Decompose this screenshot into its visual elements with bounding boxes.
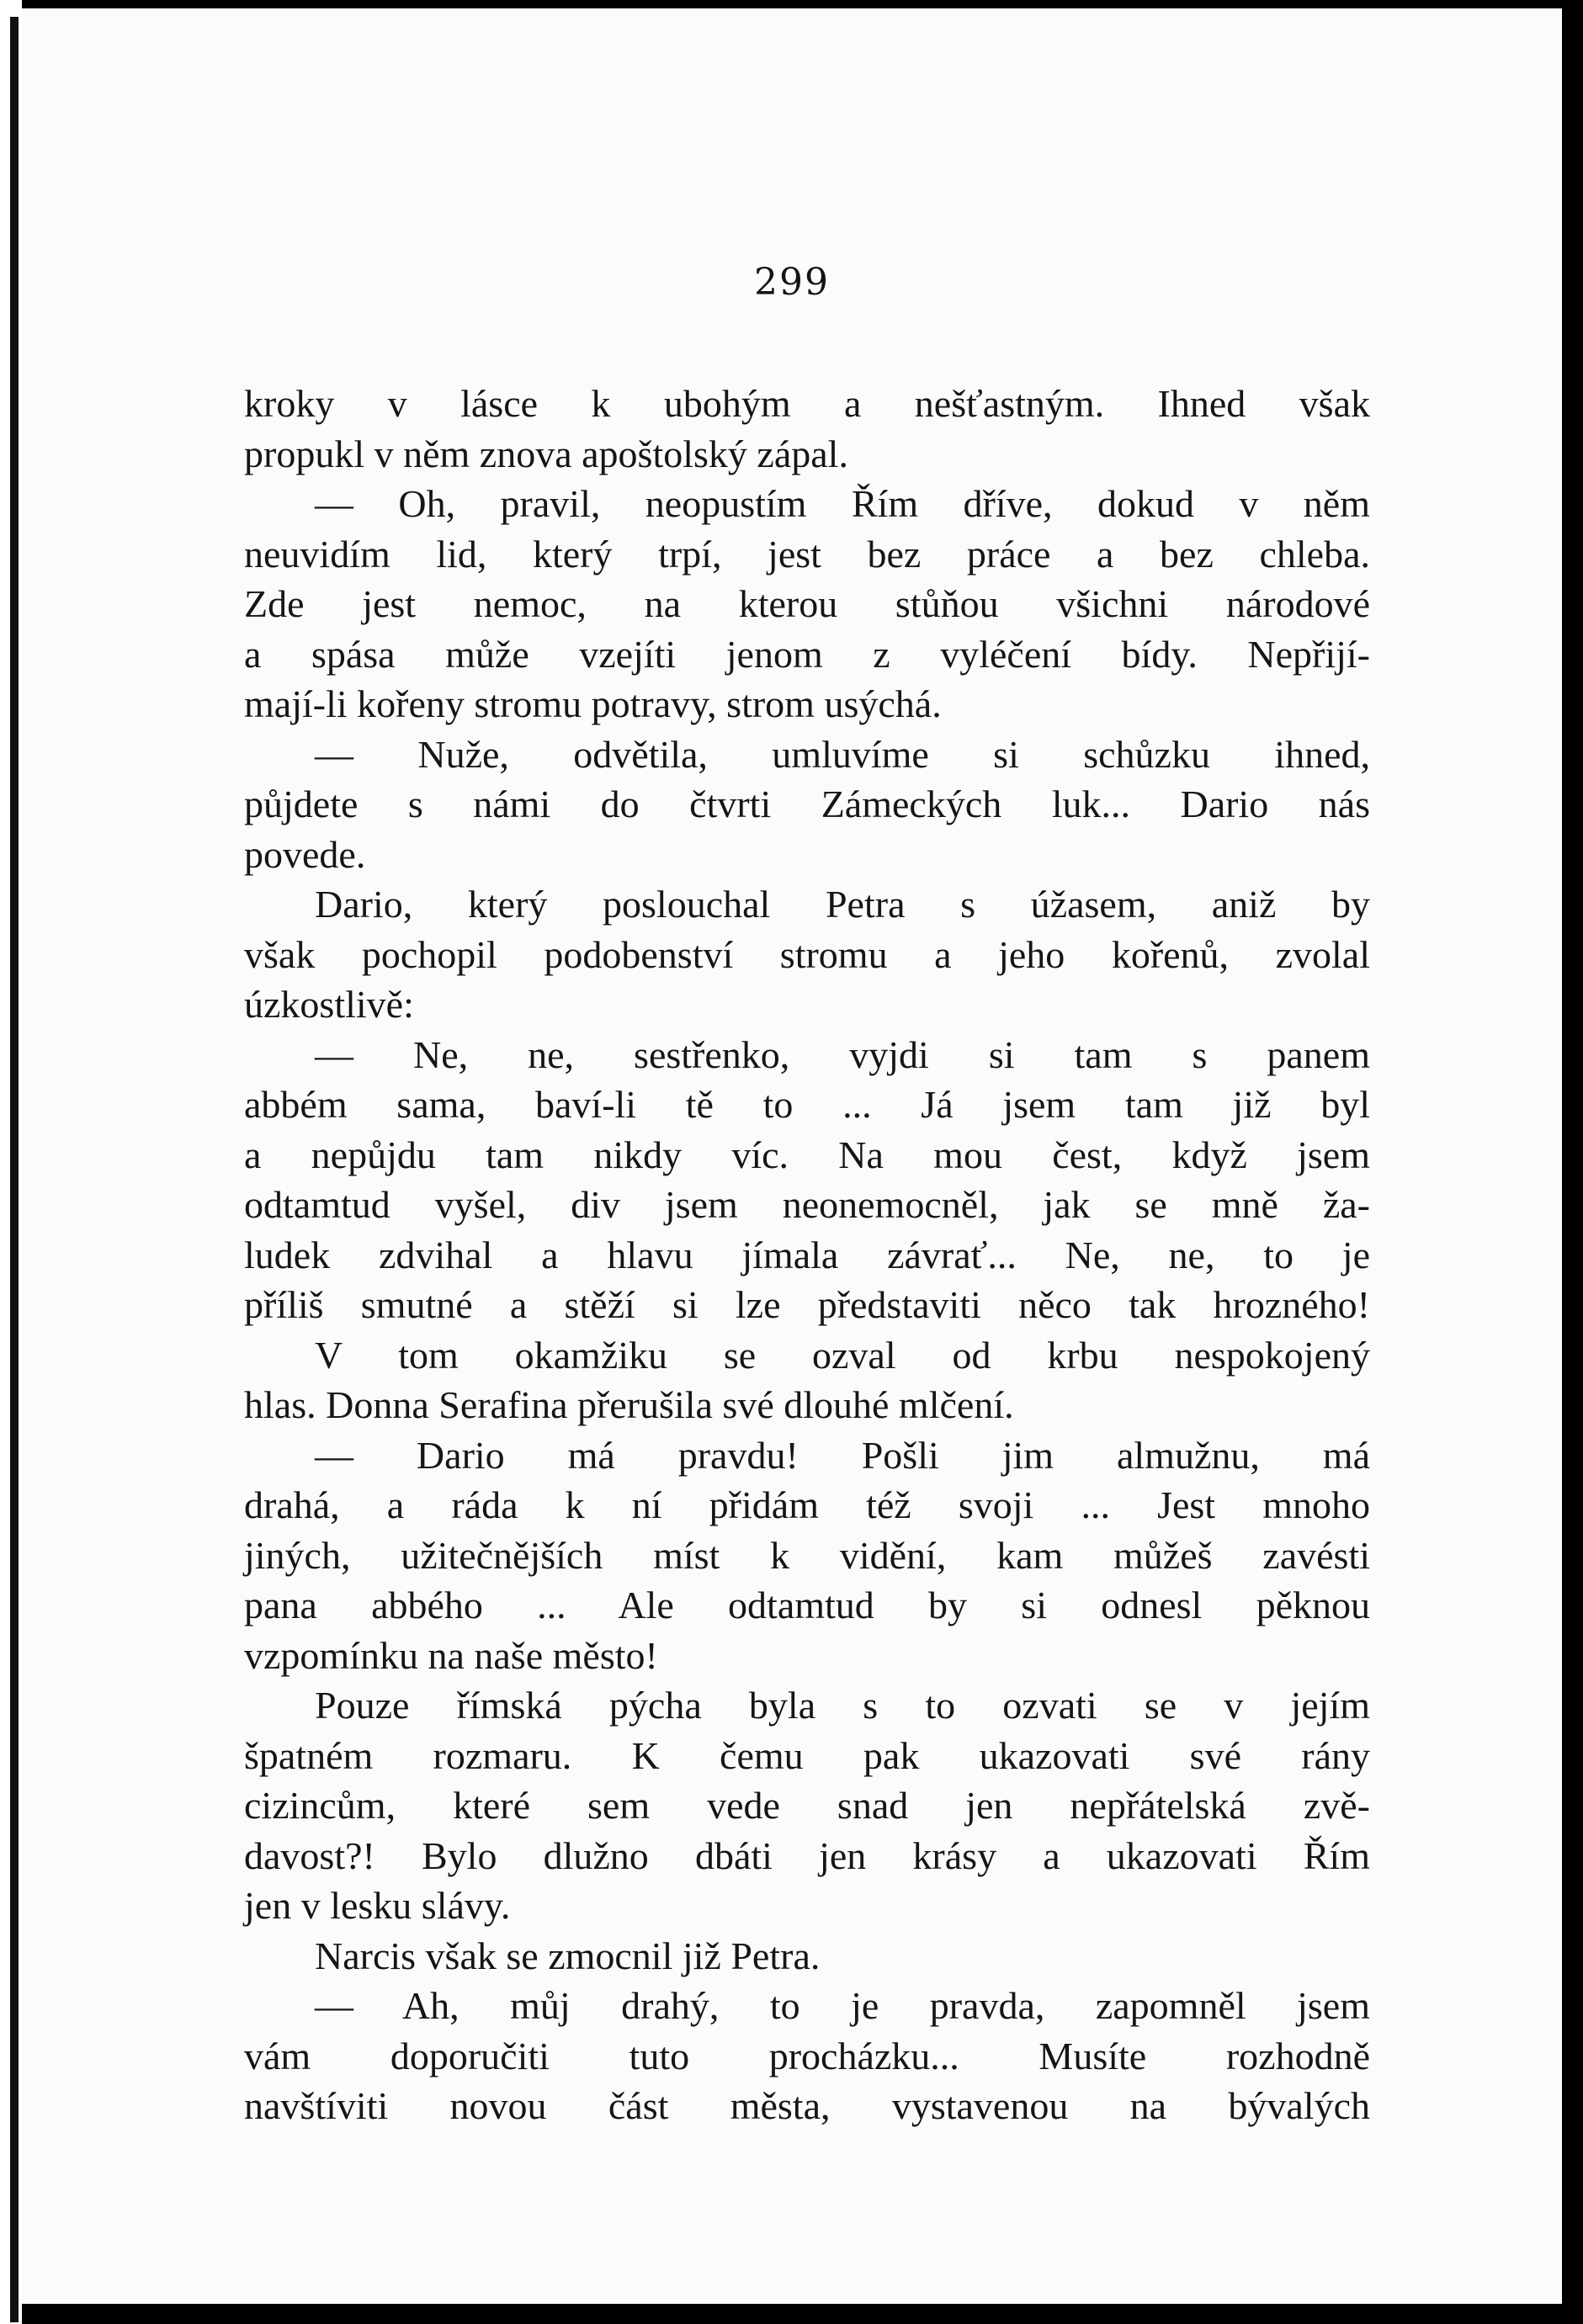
text-line: kroky v lásce k ubohým a nešťastným. Ihned však xyxy=(244,382,1370,425)
text-line: však pochopil podobenství stromu a jeho kořenů, zvolal xyxy=(244,932,1370,976)
text-line: příliš smutné a stěží si lze představiti něco tak hrozného! xyxy=(244,1283,1370,1326)
text-line: hlas. Donna Serafina přerušila své dlouhé mlčení. xyxy=(244,1383,1014,1426)
text-line: a spása může vzejíti jenom z vyléčení bídy. Nepřijí- xyxy=(244,632,1370,676)
text-line: pana abbého ... Ale odtamtud by si odnesl pěknou xyxy=(244,1584,1370,1626)
text-line: — Dario má pravdu! Pošli jim almužnu, má xyxy=(315,1433,1370,1477)
text-line: abbém sama, baví-li tě to ... Já jsem tam již byl xyxy=(244,1083,1370,1126)
text-line: a nepůjdu tam nikdy víc. Na mou čest, když jsem xyxy=(244,1133,1370,1176)
text-line: — Nuže, odvětila, umluvíme si schůzku ihned, xyxy=(315,732,1370,776)
text-line: drahá, a ráda k ní přidám též svoji ... Jest mnoho xyxy=(244,1483,1370,1526)
text-line: úzkostlivě: xyxy=(244,983,414,1026)
text-line: vám doporučiti tuto procházku... Musíte rozhodně xyxy=(244,2034,1370,2077)
text-line: povede. xyxy=(244,832,366,876)
text-line: — Ah, můj drahý, to je pravda, zapomněl jsem xyxy=(315,1984,1370,2027)
text-line: Zde jest nemoc, na kterou stůňou všichni národové xyxy=(244,582,1370,625)
body-text xyxy=(244,379,1370,2131)
text-line: mají-li kořeny stromu potravy, strom usýchá. xyxy=(244,682,942,725)
text-line: V tom okamžiku se ozval od krbu nespokojený xyxy=(315,1333,1370,1377)
text-line: ludek zdvihal a hlavu jímala závrať... Ne, ne, to je xyxy=(244,1233,1370,1276)
text-line: Narcis však se zmocnil již Petra. xyxy=(315,1934,821,1977)
text-line: vzpomínku na naše město! xyxy=(244,1633,658,1677)
text-line: odtamtud vyšel, div jsem neonemocněl, jak se mně ža- xyxy=(244,1183,1370,1226)
text-line: půjdete s námi do čtvrti Zámeckých luk... Dario nás xyxy=(244,783,1370,825)
text-line: davost?! Bylo dlužno dbáti jen krásy a ukazovati Řím xyxy=(244,1833,1370,1877)
page-number: 299 xyxy=(754,261,830,304)
binding-shadow xyxy=(10,17,19,2322)
book-page xyxy=(22,8,1562,2304)
text-line: Dario, který poslouchal Petra s úžasem, aniž by xyxy=(315,883,1370,926)
text-line: jiných, užitečnějších míst k vidění, kam můžeš zavésti xyxy=(244,1533,1370,1577)
text-line: — Ne, ne, sestřenko, vyjdi si tam s panem xyxy=(315,1032,1370,1076)
text-line: Pouze římská pýcha byla s to ozvati se v jejím xyxy=(315,1684,1370,1727)
text-line: jen v lesku slávy. xyxy=(244,1884,511,1927)
text-line: — Oh, pravil, neopustím Řím dříve, dokud v něm xyxy=(315,482,1370,525)
text-line: neuvidím lid, který trpí, jest bez práce a bez chleba. xyxy=(244,532,1370,576)
text-line: špatném rozmaru. K čemu pak ukazovati své rány xyxy=(244,1733,1370,1777)
text-line: propukl v něm znova apoštolský zápal. xyxy=(244,432,848,475)
text-line: cizincům, které sem vede snad jen nepřátelská zvě- xyxy=(244,1784,1370,1827)
scan-left-edge xyxy=(0,0,22,2324)
text-line: navštíviti novou část města, vystavenou na bývalých xyxy=(244,2084,1370,2127)
